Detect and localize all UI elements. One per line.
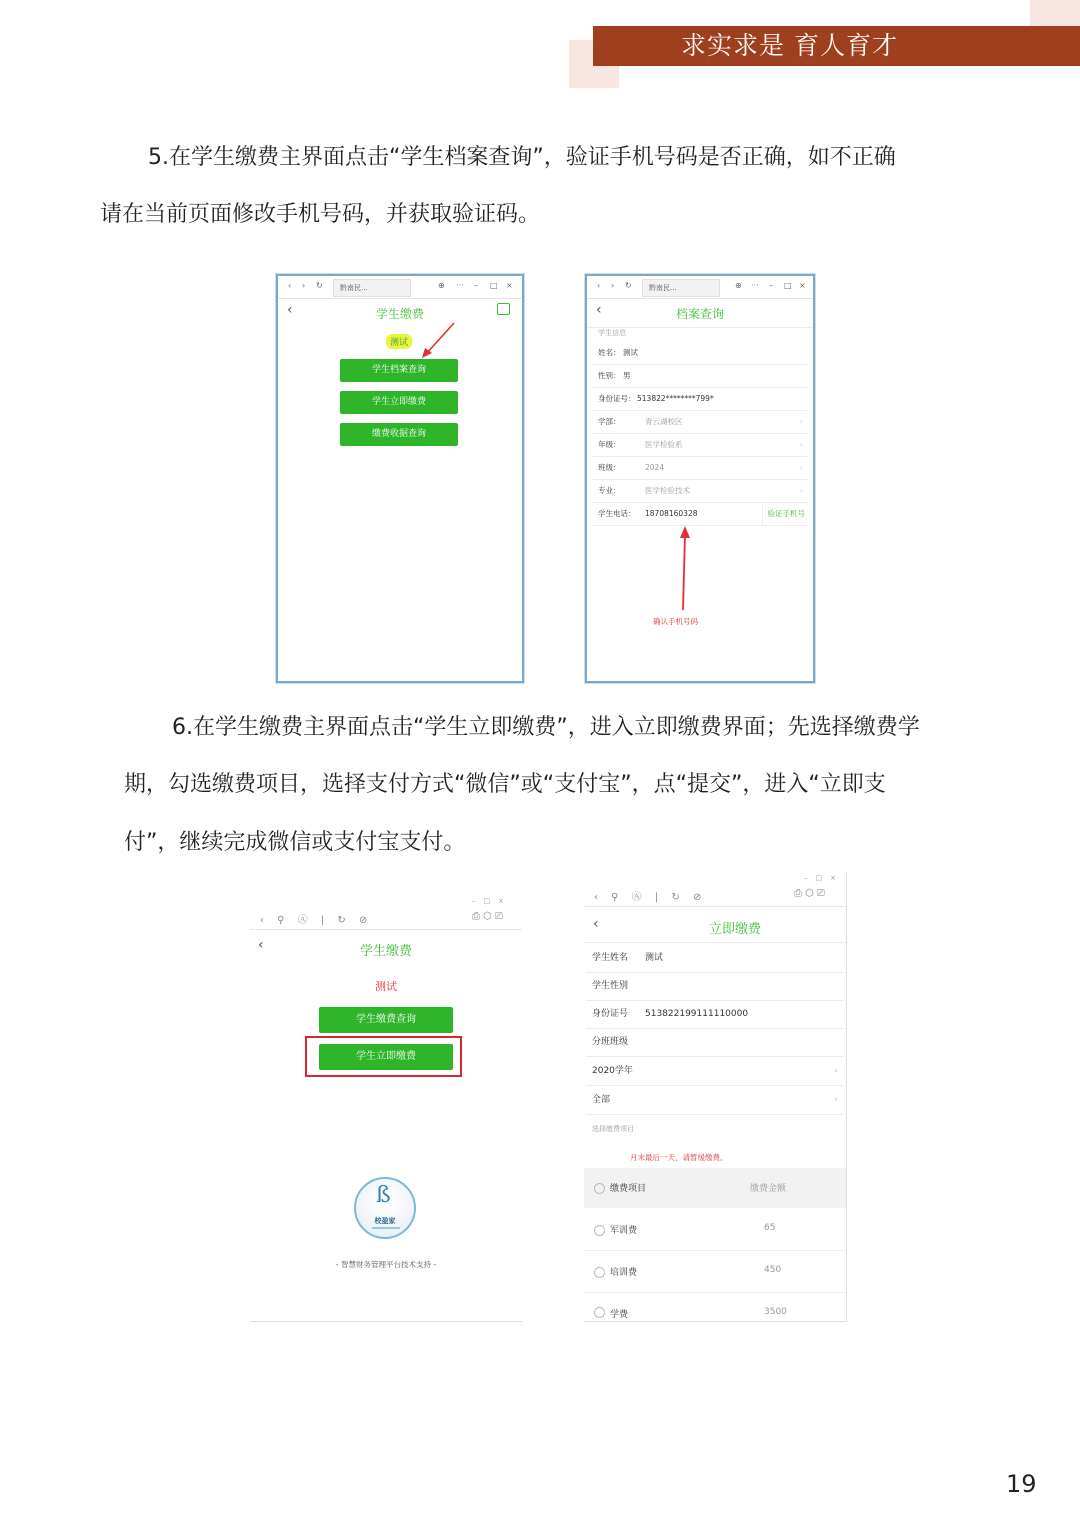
back-icon: ‹: [287, 302, 293, 318]
app-header: [278, 299, 522, 327]
item-name: 军训费: [610, 1226, 638, 1236]
maximize-icon: □: [490, 281, 498, 290]
browser-tab: 黔南民...: [642, 279, 720, 297]
items-table-header: [584, 1168, 846, 1208]
school-logo: [354, 1177, 416, 1239]
logo-underline: [372, 1227, 400, 1229]
col-amount: 缴费金额: [750, 1184, 787, 1194]
page-title: 立即缴费: [708, 922, 761, 937]
close-icon: ×: [506, 281, 513, 290]
screenshot-pay-now: [584, 872, 847, 1322]
back-icon: ‹: [596, 302, 602, 318]
info-row: [593, 342, 807, 365]
item-name: 学费: [610, 1310, 629, 1320]
more-icon: ···: [751, 281, 759, 290]
info-row: [586, 1000, 844, 1029]
page-number: 19: [1006, 1470, 1037, 1498]
item-radio[interactable]: [594, 1225, 605, 1236]
row-label: 性别：: [598, 371, 621, 380]
step6-line2: 期，勾选缴费项目，选择支付方式“微信”或“支付宝”，点“提交”，进入“立即支: [124, 772, 886, 797]
item-amount: 65: [764, 1223, 776, 1233]
chevron-right-icon: ›: [800, 486, 803, 495]
phone-row: [593, 503, 807, 526]
item-amount: 450: [764, 1265, 782, 1275]
logo-text: 校盈家: [374, 1217, 396, 1225]
chevron-right-icon: ›: [800, 417, 803, 426]
more-icon: ···: [456, 281, 464, 290]
share-icons: ⎙⬡⎚: [794, 888, 828, 899]
annotation-note: 确认手机号码: [653, 617, 698, 626]
share-icons: ⎙⬡⎚: [472, 911, 506, 922]
info-row: [593, 365, 807, 388]
step6-line1: 6.在学生缴费主界面点击“学生立即缴费”，进入立即缴费界面；先选择缴费学: [172, 715, 920, 740]
row-value: 测试: [623, 348, 638, 357]
row-label: 身份证号：: [598, 394, 636, 403]
annotation-arrow: [675, 524, 695, 614]
page-title: 学生缴费: [359, 944, 412, 959]
student-name: 测试: [375, 980, 397, 993]
minimize-icon: –: [769, 281, 773, 290]
info-row[interactable]: [593, 434, 807, 457]
page-title: 档案查询: [675, 307, 724, 321]
payment-query-button[interactable]: 学生缴费查询: [319, 1007, 453, 1033]
section-label: 选择缴费项目: [592, 1125, 634, 1133]
tech-support-footer: - 智慧财务管理平台技术支持 -: [335, 1260, 437, 1269]
row-value: 医学检验技术: [645, 486, 690, 495]
row-label: 年级：: [598, 440, 621, 449]
minimize-icon: –: [474, 281, 478, 290]
row-label: 身份证号: [592, 1009, 629, 1019]
chevron-right-icon: ›: [800, 440, 803, 449]
row-label: 分班班级: [592, 1037, 629, 1047]
close-icon: ×: [799, 281, 806, 290]
student-pay-now-button[interactable]: 学生立即缴费: [340, 391, 458, 414]
back-arrow-icon: ‹: [288, 281, 292, 290]
student-name-badge: 测试: [386, 334, 412, 349]
maximize-icon: □: [784, 281, 792, 290]
row-value: 2024: [645, 463, 665, 472]
row-value: 513822199111110000: [645, 1009, 749, 1019]
section-label: 学生信息: [598, 329, 626, 337]
row-label: 专业：: [598, 486, 621, 495]
logo-glyph: ß: [376, 1183, 391, 1208]
info-row[interactable]: [593, 411, 807, 434]
row-label: 姓名：: [598, 348, 621, 357]
refresh-icon: ↻: [316, 281, 323, 290]
payment-notice: 月末最后一天，请暂缓缴费。: [630, 1153, 728, 1162]
verify-phone-link[interactable]: 验证手机号: [762, 503, 806, 525]
row-label: 2020学年: [592, 1066, 633, 1076]
browser-toolbar: [278, 276, 522, 299]
row-label: 学生性别: [592, 981, 629, 991]
info-row: [593, 388, 807, 411]
refresh-icon: ↻: [625, 281, 632, 290]
col-item-name: 缴费项目: [610, 1184, 647, 1194]
decor-block-right: [1030, 0, 1080, 26]
student-record-query-button[interactable]: 学生档案查询: [340, 359, 458, 382]
item-amount: 3500: [764, 1307, 787, 1317]
row-label: 学生电话：: [598, 509, 636, 518]
screenshot-student-payment-2: [250, 895, 522, 1322]
divider: [250, 929, 522, 930]
info-row[interactable]: [593, 480, 807, 503]
info-row[interactable]: [593, 457, 807, 480]
row-value: 测试: [645, 953, 664, 963]
receipt-query-button[interactable]: 缴费收据查询: [340, 423, 458, 446]
screenshot-record-query: [585, 274, 815, 683]
browser-tab: 黔南民...: [333, 279, 411, 297]
globe-icon: ⊕: [438, 281, 445, 290]
info-row: [586, 972, 844, 1001]
screenshot-student-payment: [276, 274, 524, 683]
forward-arrow-icon: ›: [302, 281, 306, 290]
step5-line2: 请在当前页面修改手机号码，并获取验证码。: [100, 202, 541, 227]
app-header: [584, 912, 846, 943]
student-pay-now-button[interactable]: 学生立即缴费: [319, 1044, 453, 1070]
divider: [584, 906, 846, 907]
row-label: 学部：: [598, 417, 621, 426]
item-name: 培训费: [610, 1268, 638, 1278]
step6-line3: 付”，继续完成微信或支付宝支付。: [124, 830, 466, 855]
browser-toolbar: [587, 276, 813, 299]
info-row: [586, 1028, 844, 1057]
chevron-right-icon: ›: [800, 463, 803, 472]
back-arrow-icon: ‹: [597, 281, 601, 290]
info-row: [586, 944, 844, 973]
row-value: 青云湖校区: [645, 417, 683, 426]
row-value: 男: [623, 371, 631, 380]
globe-icon: ⊕: [735, 281, 742, 290]
nav-toolbar-icons: ‹ ⚲ Ⓐ | ↻ ⊘: [260, 915, 373, 926]
term-select[interactable]: [586, 1057, 844, 1086]
back-icon[interactable]: ‹: [593, 916, 599, 932]
select-all-radio[interactable]: [594, 1183, 605, 1194]
page-title: 学生缴费: [375, 307, 424, 321]
step5-line1: 5.在学生缴费主界面点击“学生档案查询”，验证手机号码是否正确，如不正确: [148, 145, 896, 170]
chevron-right-icon: ›: [834, 1066, 838, 1076]
row-label: 学生姓名: [592, 953, 629, 963]
window-controls: –□×: [804, 874, 844, 882]
fee-item-row[interactable]: [584, 1210, 846, 1251]
forward-arrow-icon: ›: [611, 281, 615, 290]
row-value: 医学检验系: [645, 440, 683, 449]
nav-toolbar-icons: ‹ ⚲ Ⓐ | ↻ ⊘: [594, 892, 707, 903]
back-icon[interactable]: ‹: [258, 937, 264, 953]
slogan-banner: 求实求是 育人育才: [593, 26, 1080, 66]
row-value: 513822********799*: [637, 394, 714, 403]
fee-item-row[interactable]: [584, 1294, 846, 1322]
item-radio[interactable]: [594, 1267, 605, 1278]
phone-field[interactable]: 18708160328: [645, 509, 698, 518]
app-header: [587, 299, 813, 328]
chevron-right-icon: ›: [834, 1095, 838, 1105]
scope-select[interactable]: [586, 1086, 844, 1115]
calendar-icon: [497, 303, 510, 315]
annotation-arrow: [418, 320, 458, 360]
fee-item-row[interactable]: [584, 1252, 846, 1293]
window-controls: –□×: [472, 897, 512, 905]
row-label: 班级：: [598, 463, 621, 472]
row-label: 全部: [592, 1095, 611, 1105]
item-radio[interactable]: [594, 1307, 605, 1318]
